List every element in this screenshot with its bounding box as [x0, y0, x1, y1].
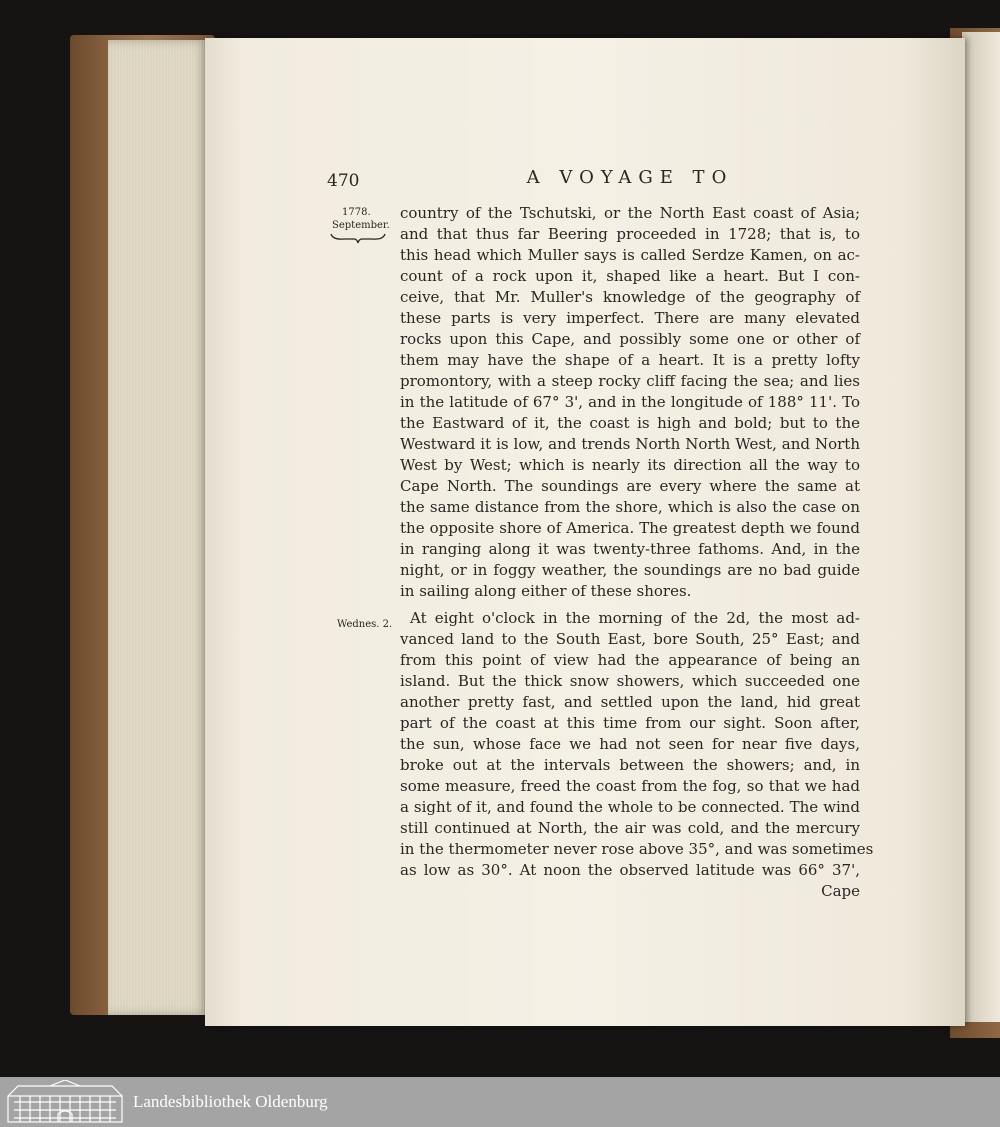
text-line: in sailing along either of these shores.: [400, 582, 692, 600]
text-line: country of the Tschutski, or the North East coast of Asia;: [400, 204, 860, 222]
text-line: the opposite shore of America. The greatest depth we found: [400, 519, 860, 537]
text-line: Westward it is low, and trends North North West, and North: [400, 435, 860, 453]
catchword: Cape: [821, 882, 860, 900]
text-line: Cape North. The soundings are every where the same at: [400, 477, 860, 495]
text-line: West by West; which is nearly its direction all the way to: [400, 456, 860, 474]
margin-note-day: Wednes. 2.: [337, 619, 393, 630]
text-line: a sight of it, and found the whole to be connected. The wind: [400, 798, 860, 816]
text-line: rocks upon this Cape, and possibly some one or other of: [400, 330, 860, 348]
library-building-icon: [6, 1080, 124, 1124]
text-line: ceive, that Mr. Muller's knowledge of the geography of: [400, 288, 860, 306]
facing-page: [962, 32, 1000, 1022]
text-line: the same distance from the shore, which is also the case on: [400, 498, 860, 516]
text-line: this head which Muller says is called Serdze Kamen, on ac-: [400, 246, 860, 264]
text-line: the sun, whose face we had not seen for near five days,: [400, 735, 860, 753]
text-line: island. But the thick snow showers, which succeeded one: [400, 672, 860, 690]
text-line: from this point of view had the appearance of being an: [400, 651, 860, 669]
text-line: another pretty fast, and settled upon the land, hid great: [400, 693, 860, 711]
text-line: in the thermometer never rose above 35°, and was sometimes: [400, 840, 874, 858]
text-line: vanced land to the South East, bore South, 25° East; and: [400, 630, 860, 648]
text-line: part of the coast at this time from our sight. Soon after,: [400, 714, 860, 732]
text-line: still continued at North, the air was cold, and the mercury: [400, 819, 860, 837]
text-line: in the latitude of 67° 3', and in the longitude of 188° 11'. To: [400, 393, 860, 411]
running-head: A VOYAGE TO: [526, 167, 734, 188]
margin-note-year: 1778.: [342, 207, 371, 218]
text-line: them may have the shape of a heart. It is a pretty lofty: [400, 351, 860, 369]
text-line: promontory, with a steep rocky cliff facing the sea; and lies: [400, 372, 860, 390]
text-line: the Eastward of it, the coast is high and bold; but to the: [400, 414, 860, 432]
text-line: and that thus far Beering proceeded in 1728; that is, to: [400, 225, 860, 243]
footer-label: Landesbibliothek Oldenburg: [133, 1092, 328, 1111]
text-line: night, or in foggy weather, the soundings are no bad guide: [400, 561, 860, 579]
text-line: these parts is very imperfect. There are many elevated: [400, 309, 860, 327]
text-line: broke out at the intervals between the showers; and, in: [400, 756, 860, 774]
margin-note-month: September.: [332, 220, 390, 231]
text-line: count of a rock upon it, shaped like a heart. But I con-: [400, 267, 860, 285]
page-edges: [108, 40, 208, 1015]
text-line: in ranging along it was twenty-three fathoms. And, in the: [400, 540, 860, 558]
text-line: as low as 30°. At noon the observed latitude was 66° 37',: [400, 861, 860, 879]
page-number: 470: [327, 171, 360, 191]
footer-bar: [0, 1077, 1000, 1127]
text-line: some measure, freed the coast from the fog, so that we had: [400, 777, 860, 795]
brace-icon: [330, 232, 386, 244]
text-line: At eight o'clock in the morning of the 2d, the most ad-: [410, 609, 860, 627]
